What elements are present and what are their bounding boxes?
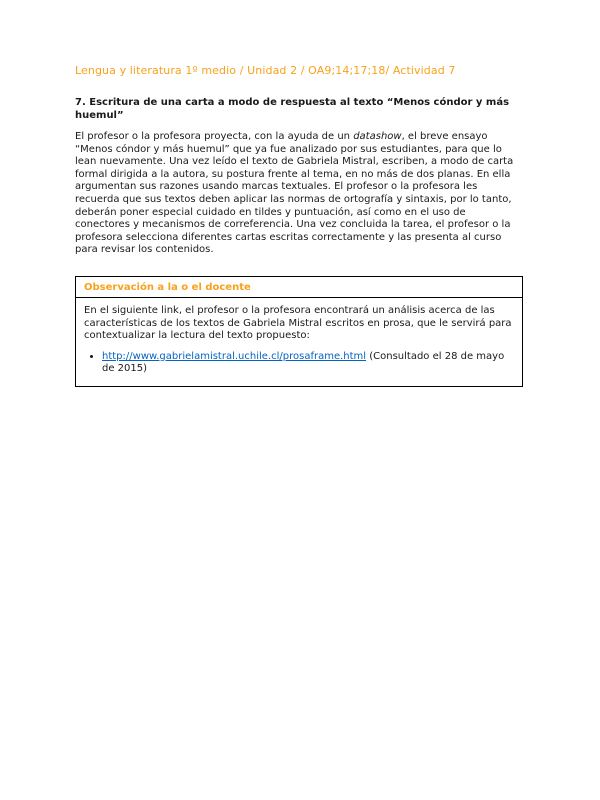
- activity-title: 7. Escritura de una carta a modo de respuesta al texto “Menos cóndor y más huemul”: [75, 97, 510, 121]
- activity-description: [75, 131, 523, 257]
- breadcrumb: Lengua y literatura 1º medio / Unidad 2 / OA9;14;17;18/ Actividad 7: [75, 64, 456, 77]
- resource-link[interactable]: http://www.gabrielamistral.uchile.cl/prosaframe.html: [102, 350, 367, 362]
- teacher-note-link-item: [102, 351, 512, 376]
- activity-description-part1: El profesor o la profesora proyecta, con la ayuda de un: [75, 131, 354, 142]
- teacher-note-title: Observación a la o el docente: [76, 277, 522, 298]
- resource-link-suffix: (Consultado el 28 de mayo de 2015): [102, 350, 505, 375]
- activity-description-part2: , el breve ensayo “Menos cóndor y más huemul” que ya fue analizado por sus estudiantes, para que lo lean nuevamente. Una vez leído el texto de Gabriela Mistral, escriben, a modo de carta formal dirigida a la autora, su postura frente al tema, en no más de dos planas. En ella argumentan sus razones usando marcas textuales. El profesor o la profesora les recuerda que sus textos deben aplicar las normas de ortografía y sintaxis, por lo tanto, deberán poner especial cuidado en tildes y puntuación, así como en el uso de conectores y mecanismos de correferencia. Una vez concluida la tarea, el profesor o la profesora selecciona diferentes cartas escritas correctamente y las presenta al curso para revisar los contenidos.: [75, 131, 514, 256]
- teacher-note-link-list: [76, 351, 522, 376]
- teacher-note-body: En el siguiente link, el profesor o la profesora encontrará un análisis acerca de las características de los textos de Gabriela Mistral escritos en prosa, que le servirá para contextualizar la lectura del texto propuesto:: [84, 304, 512, 342]
- activity-description-italic-term: datashow: [353, 131, 402, 142]
- teacher-note-box: [75, 276, 523, 387]
